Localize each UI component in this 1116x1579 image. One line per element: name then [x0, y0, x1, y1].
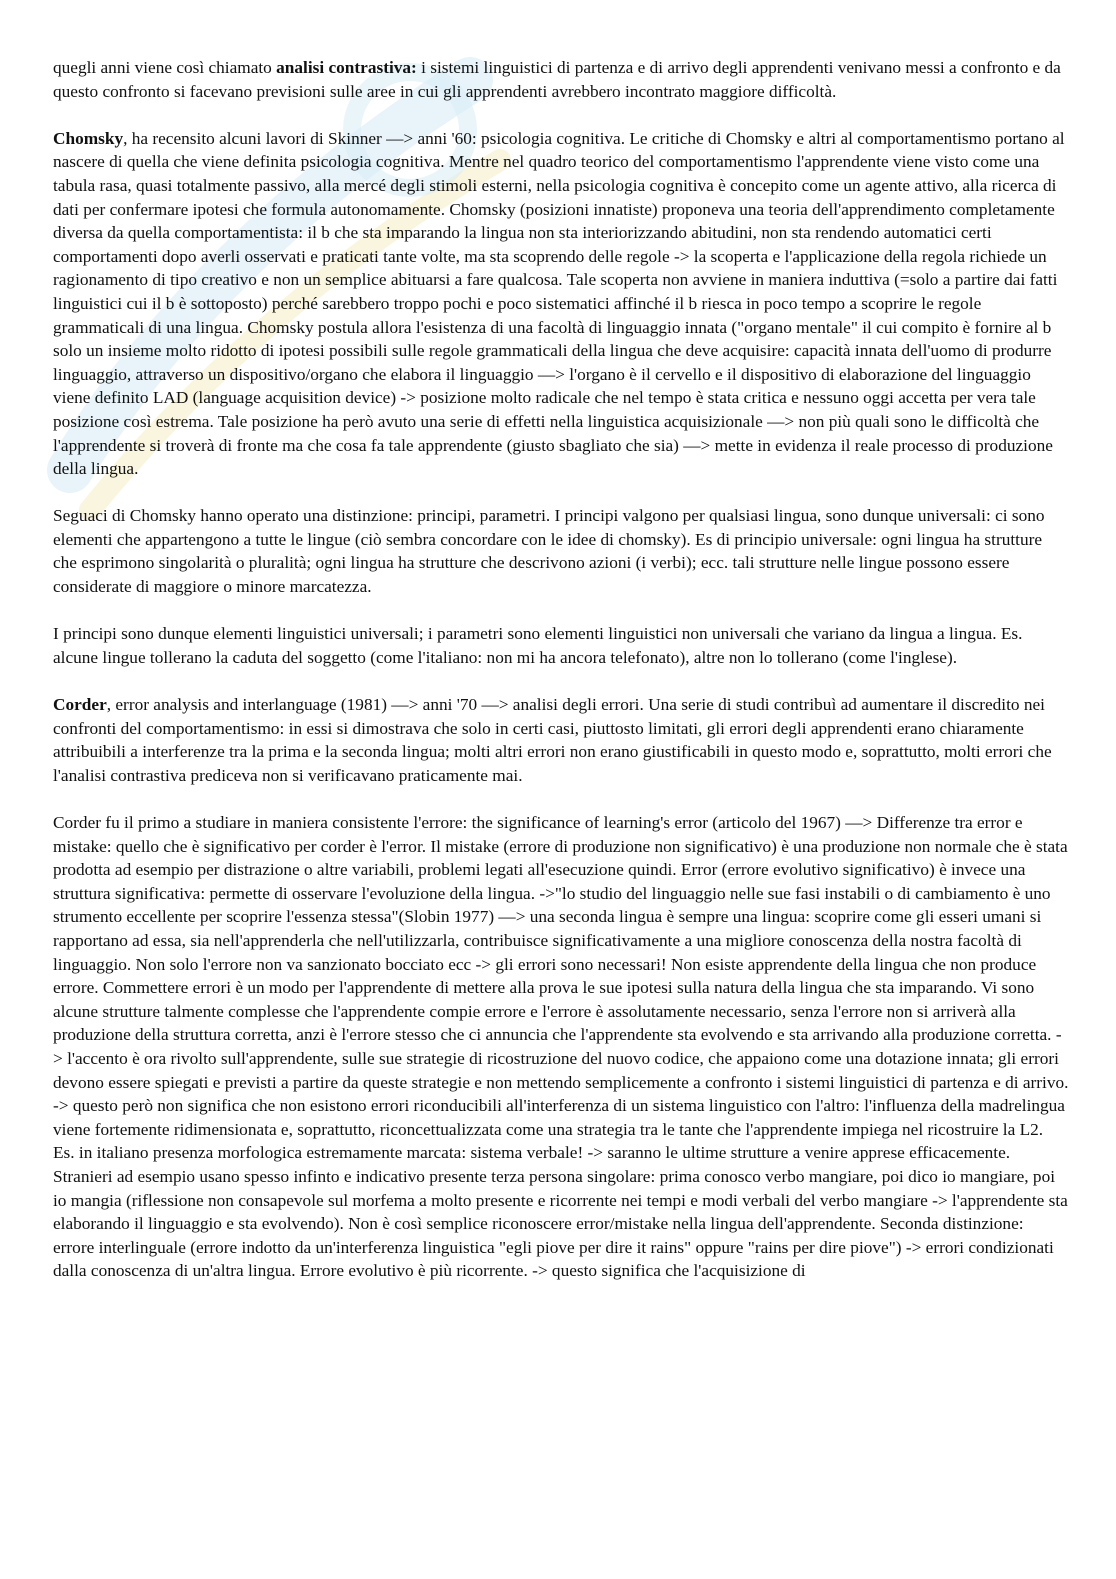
paragraph-text: , ha recensito alcuni lavori di Skinner —> anni '60: psicologia cognitiva. Le critiche di Chomsky e altri al comportamentismo portano al nascere di quella che viene definita psicologia cognitiva. Mentre nel quadro teorico del comportamentismo l'apprendente viene visto come una tabula rasa, quasi totalmente passivo, alla mercé degli stimoli esterni, nella psicologia cognitiva è concepito come un agente attivo, alla ricerca di dati per confermare ipotesi che formula autonomamente. Chomsky (posizioni innatiste) proponeva una teoria dell'apprendimento completamente diversa da quella comportamentista: il b che sta imparando la lingua non sta interiorizzando abitudini, non sta rendendo automatici certi comportamenti dopo averli osservati e praticati tante volte, ma sta scoprendo delle regole -> la scoperta e l'applicazione della regola richiede un ragionamento di tipo creativo e non un semplice abituarsi a fare qualcosa. Tale scoperta non avviene in maniera induttiva (=solo a partire dai fatti linguistici cui il b è sottoposto) perché sarebbero troppo pochi e poco sistematici affinché il b riesca in poco tempo a scoprire le regole grammaticali di una lingua. Chomsky postula allora l'esistenza di una facoltà di linguaggio innata ("organo mentale" il cui compito è fornire al b solo un insieme molto ridotto di ipotesi possibili sulle regole grammaticali della lingua che deve acquisire: capacità innata dell'uomo di produrre linguaggio, attraverso un dispositivo/organo che elabora il linguaggio —> l'organo è il cervello e il dispositivo di elaborazione del linguaggio viene definito LAD (language acquisition device) -> posizione molto radicale che nel tempo è stata critica e nessuno oggi accetta per vera tale posizione così estrema. Tale posizione ha però avuto una serie di effetti nella linguistica acquisizionale —> non più quali sono le difficoltà che l'apprendente si troverà di fronte ma che cosa fa tale apprendente (giusto sbagliato che sia) —> mette in evidenza il reale processo di produzione della lingua. — [53, 128, 1065, 479]
paragraph-text: Corder fu il primo a studiare in maniera consistente l'errore: the significance of learning's error (articolo del 1967) —> Differenze tra error e mistake: quello che è significativo per corder è l'error. Il mistake (errore di produzione non significativo) è una produzione non normale che è stata prodotta ad esempio per distrazione o altre variabili, problemi legati all'esecuzione quindi. Error (errore evolutivo significativo) è invece una struttura significativa: permette di osservare l'evoluzione della lingua. ->"lo studio del linguaggio nelle sue fasi instabili o di cambiamento è uno strumento eccellente per scoprire l'essenza stessa"(Slobin 1977) —> una seconda lingua è sempre una lingua: scoprire come gli esseri umani si rapportano ad essa, sia nell'apprenderla che nell'utilizzarla, contribuisce significativamente a una migliore conoscenza della nostra facoltà di linguaggio. Non solo l'errore non va sanzionato bocciato ecc -> gli errori sono necessari! Non esiste apprendente della lingua che non produce errore. Commettere errori è un modo per l'apprendente di mettere alla prova le sue ipotesi sulla natura della lingua che sta imparando. Vi sono alcune strutture talmente complesse che l'apprendente compie errore e l'errore è assolutamente necessario, senza l'errore non si arriverà alla produzione della struttura corretta, anzi è l'errore stesso che ci annuncia che l'apprendente sta evolvendo e sta arrivando alla produzione corretta. -> l'accento è ora rivolto sull'apprendente, sulle sue strategie di ricostruzione del nuovo codice, che appaiono come una dotazione innata; gli errori devono essere spiegati e previsti a partire da queste strategie e non mettendo semplicemente a confronto i sistemi linguistici di partenza e di arrivo. -> questo però non significa che non esistono errori riconducibili all'interferenza di un sistema linguistico con l'altro: l'influenza della madrelingua viene fortemente ridimensionata e, soprattutto, riconcettualizzata come una strategia tra le tante che l'apprendente impiega nel ricostruire la L2. Es. in italiano presenza morfologica estremamente marcata: sistema verbale! -> saranno le ultime strutture a venire apprese efficacemente. Stranieri ad esempio usano spesso infinto e indicativo presente terza persona singolare: prima conosco verbo mangiare, poi dico io mangiare, poi io mangia (riflessione non consapevole sul morfema a molto presente e ricorrente nei tempi e modi verbali del verbo mangiare -> l'apprendente sta elaborando il linguaggio e sta evolvendo). Non è così semplice riconoscere error/mistake nella lingua dell'apprendente. Seconda distinzione: errore interlinguale (errore indotto da un'interferenza linguistica "egli piove per dire it rains" oppure "rains per dire piove") -> errori condizionati dalla conoscenza di un'altra lingua. Errore evolutivo è più ricorrente. -> questo significa che l'acquisizione di — [53, 813, 1069, 1281]
author-chomsky: Chomsky — [53, 128, 124, 148]
paragraph-text: I principi sono dunque elementi linguistici universali; i parametri sono elementi linguistici non universali che variano da lingua a lingua. Es. alcune lingue tollerano la caduta del soggetto (come l'italiano: non mi ha ancora telefonato), altre non lo tollerano (come l'inglese). — [53, 624, 1023, 667]
document-page — [53, 56, 1069, 1306]
paragraph-seguaci-chomsky — [53, 504, 1069, 598]
paragraph-principi-parametri — [53, 622, 1069, 669]
paragraph-analisi-contrastiva — [53, 56, 1069, 103]
paragraph-corder — [53, 693, 1069, 787]
author-corder: Corder — [53, 695, 107, 715]
paragraph-chomsky — [53, 127, 1069, 481]
paragraph-text: , error analysis and interlanguage (1981) —> anni '70 —> analisi degli errori. Una serie di studi contribuì ad aumentare il discredito nei confronti del comportamentismo: in essi si dimostrava che solo in certi casi, piuttosto limitati, gli errori degli apprendenti erano chiaramente attribuibili a interferenze tra la prima e la seconda lingua; molti altri errori non erano giustificabili in questo modo e, soprattutto, molti errori che l'analisi contrastiva prediceva non si verificavano praticamente mai. — [53, 695, 1052, 785]
paragraph-corder-errore — [53, 811, 1069, 1283]
paragraph-text: quegli anni viene così chiamato — [53, 58, 277, 77]
term-analisi-contrastiva: analisi contrastiva: — [276, 58, 417, 77]
paragraph-text: Seguaci di Chomsky hanno operato una distinzione: principi, parametri. I principi valgono per qualsiasi lingua, sono dunque universali: ci sono elementi che appartengono a tutte le lingue (ciò sembra concordare con le idee di chomsky). Es di principio universale: ogni lingua ha strutture che esprimono singolarità o pluralità; ogni lingua ha strutture che descrivono azioni (i verbi); ecc. tali strutture nelle lingue possono essere considerate di maggiore o minore marcatezza. — [53, 506, 1045, 597]
paragraph-text: i sistemi linguistici di partenza e di arrivo degli apprendenti venivano messi a confronto e da questo confronto si facevano previsioni sulle aree in cui gli apprendenti avrebbero incontrato maggiore difficoltà. — [53, 58, 1061, 101]
